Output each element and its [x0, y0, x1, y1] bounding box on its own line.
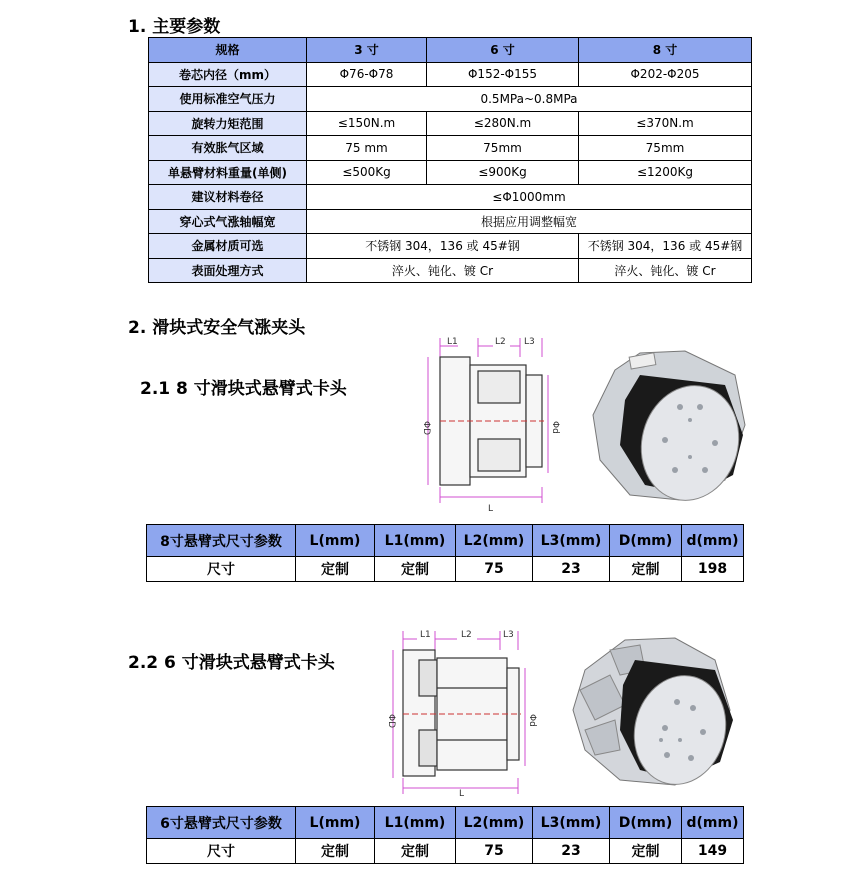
cell: 0.5MPa~0.8MPa: [307, 87, 752, 112]
header-cell: L1(mm): [375, 525, 456, 557]
dim-label-d-inner: Φd: [550, 421, 560, 434]
header-cell: d(mm): [682, 525, 744, 557]
dim-label-d-outer: ΦD: [421, 421, 431, 436]
cell: 尺寸: [147, 839, 296, 864]
cell: ≤500Kg: [307, 160, 427, 185]
header-cell: L3(mm): [533, 525, 610, 557]
header-cell: 6寸悬臂式尺寸参数: [147, 807, 296, 839]
cell: 23: [533, 557, 610, 582]
header-cell: D(mm): [610, 807, 682, 839]
cell: 根据应用调整幅宽: [307, 209, 752, 234]
header-cell: 6 寸: [427, 38, 579, 63]
header-cell: 8寸悬臂式尺寸参数: [147, 525, 296, 557]
table-row: [147, 557, 744, 582]
cell: Φ152-Φ155: [427, 62, 579, 87]
row-label: 使用标准空气压力: [149, 87, 307, 112]
table-row: [149, 160, 752, 185]
cell: 23: [533, 839, 610, 864]
dim-label-l1: L1: [420, 630, 431, 640]
cell: ≤370N.m: [579, 111, 752, 136]
header-cell: d(mm): [682, 807, 744, 839]
cell: 定制: [610, 557, 682, 582]
cell: 75: [456, 839, 533, 864]
cell: 75: [456, 557, 533, 582]
chuck-6in-technical-drawing: [385, 628, 545, 798]
cell: Φ76-Φ78: [307, 62, 427, 87]
sub22-title: 2.2 6 寸滑块式悬臂式卡头: [128, 653, 335, 673]
header-cell: 8 寸: [579, 38, 752, 63]
cell: 75mm: [427, 136, 579, 161]
dim-label-l2: L2: [495, 337, 506, 347]
section2-title: 2. 滑块式安全气涨夹头: [128, 318, 306, 338]
cell: 149: [682, 839, 744, 864]
cell: 75 mm: [307, 136, 427, 161]
table-row: [147, 839, 744, 864]
table-row: [149, 209, 752, 234]
header-cell: L(mm): [296, 525, 375, 557]
table-row: [149, 111, 752, 136]
dim-label-l: L: [488, 504, 494, 514]
cell: 尺寸: [147, 557, 296, 582]
cell: 75mm: [579, 136, 752, 161]
dim-label-l3: L3: [503, 630, 514, 640]
cell: ≤1200Kg: [579, 160, 752, 185]
table-row: [149, 185, 752, 210]
chuck-8in-render-image: [585, 345, 755, 505]
table-row: [149, 87, 752, 112]
chuck-6in-render-image: [565, 630, 745, 790]
table-row: [149, 258, 752, 283]
cell: ≤280N.m: [427, 111, 579, 136]
row-label: 建议材料卷径: [149, 185, 307, 210]
row-label: 旋转力矩范围: [149, 111, 307, 136]
sub21-title: 2.1 8 寸滑块式悬臂式卡头: [140, 379, 347, 399]
cell: 淬火、钝化、镀 Cr: [579, 258, 752, 283]
header-cell: L2(mm): [456, 807, 533, 839]
header-cell: L2(mm): [456, 525, 533, 557]
cell: 不锈钢 304，136 或 45#钢: [579, 234, 752, 259]
header-cell: L3(mm): [533, 807, 610, 839]
spec-table: [148, 37, 752, 283]
dim-label-d-outer: ΦD: [386, 714, 396, 729]
dimension-table-header: [147, 807, 744, 839]
cell: 198: [682, 557, 744, 582]
row-label: 单悬臂材料重量(单侧): [149, 160, 307, 185]
cell: 定制: [610, 839, 682, 864]
cell: ≤900Kg: [427, 160, 579, 185]
header-cell: 规格: [149, 38, 307, 63]
dim-label-l: L: [459, 789, 465, 798]
dimension-table-6in: [146, 806, 744, 864]
header-cell: L(mm): [296, 807, 375, 839]
dim-label-d-inner: Φd: [527, 714, 537, 727]
dimension-table-header: [147, 525, 744, 557]
dim-label-l1: L1: [447, 337, 458, 347]
chuck-8in-technical-drawing: [420, 335, 565, 515]
header-cell: 3 寸: [307, 38, 427, 63]
cell: Φ202-Φ205: [579, 62, 752, 87]
cell: 定制: [296, 839, 375, 864]
row-label: 穿心式气涨轴幅宽: [149, 209, 307, 234]
cell: ≤150N.m: [307, 111, 427, 136]
dim-label-l3: L3: [524, 337, 535, 347]
row-label: 金属材质可选: [149, 234, 307, 259]
cell: 定制: [375, 557, 456, 582]
section1-title: 1. 主要参数: [128, 17, 221, 37]
table-row: [149, 62, 752, 87]
header-cell: L1(mm): [375, 807, 456, 839]
table-row: [149, 136, 752, 161]
cell: 不锈钢 304，136 或 45#钢: [307, 234, 579, 259]
row-label: 有效胀气区域: [149, 136, 307, 161]
cell: 定制: [296, 557, 375, 582]
spec-table-header: [149, 38, 752, 63]
cell: 定制: [375, 839, 456, 864]
row-label: 表面处理方式: [149, 258, 307, 283]
table-row: [149, 234, 752, 259]
cell: 淬火、钝化、镀 Cr: [307, 258, 579, 283]
row-label: 卷芯内径（mm）: [149, 62, 307, 87]
cell: ≤Φ1000mm: [307, 185, 752, 210]
dim-label-l2: L2: [461, 630, 472, 640]
header-cell: D(mm): [610, 525, 682, 557]
dimension-table-8in: [146, 524, 744, 582]
